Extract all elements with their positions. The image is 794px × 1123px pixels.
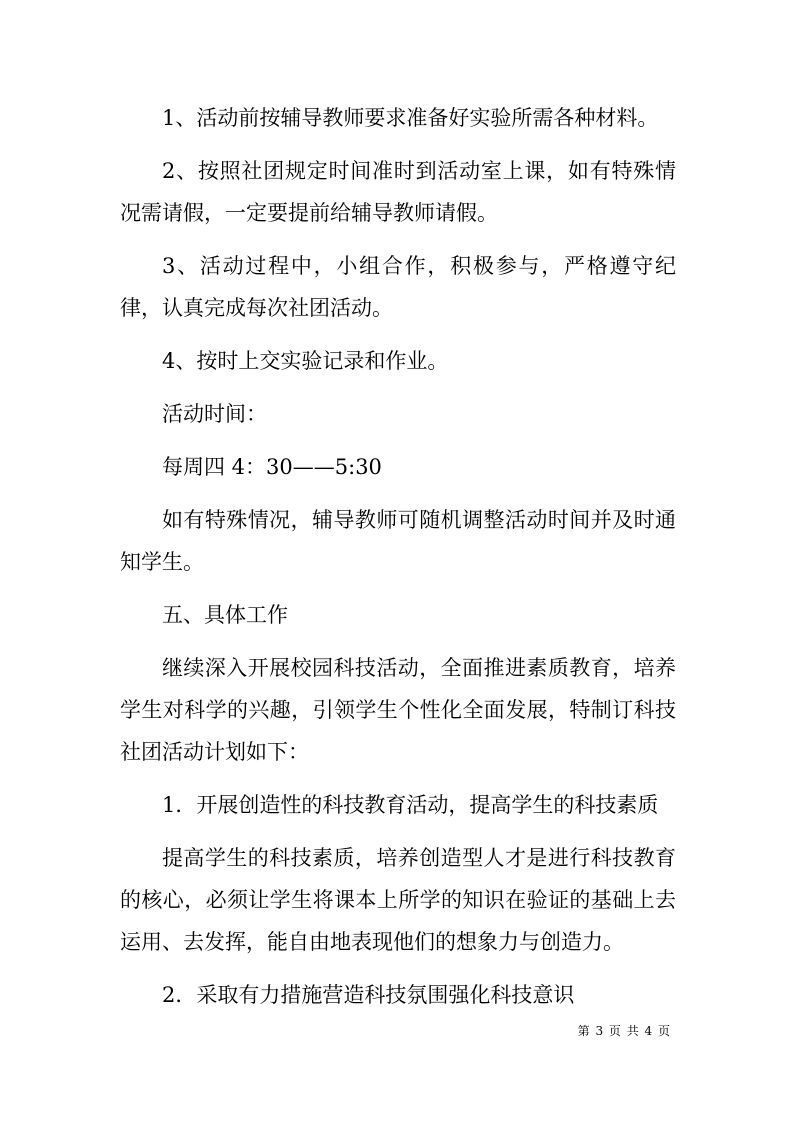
section-5-intro: 继续深入开展校园科技活动，全面推进素质教育，培养学生对科学的兴趣，引领学生个性化全面发展，特制订科技社团活动计划如下： (120, 656, 676, 764)
paragraph-rule-4: 4、按时上交实验记录和作业。 (162, 349, 449, 373)
section-heading-5: 五、具体工作 (162, 603, 288, 627)
page-number-footer: 第 3 页 共 4 页 (577, 1024, 671, 1038)
paragraph-rule-1: 1、活动前按辅导教师要求准备好实验所需各种材料。 (162, 106, 659, 130)
subheading-1-body: 提高学生的科技素质，培养创造型人才是进行科技教育的核心，必须让学生将课本上所学的知识在验证的基础上去运用、去发挥，能自由地表现他们的想象力与创造力。 (120, 846, 676, 954)
subheading-1: 1．开展创造性的科技教育活动，提高学生的科技素质 (162, 793, 659, 817)
activity-time-note: 如有特殊情况，辅导教师可随机调整活动时间并及时通知学生。 (120, 508, 676, 574)
activity-time-heading: 活动时间： (162, 402, 267, 426)
activity-time-value: 每周四 4：30——5:30 (162, 455, 382, 479)
document-body (120, 97, 676, 1027)
subheading-2: 2．采取有力措施营造科技氛围强化科技意识 (162, 983, 575, 1007)
paragraph-rule-2: 2、按照社团规定时间准时到活动室上课，如有特殊情况需请假，一定要提前给辅导教师请假。 (120, 159, 676, 225)
paragraph-rule-3: 3、活动过程中，小组合作，积极参与，严格遵守纪律，认真完成每次社团活动。 (120, 254, 676, 320)
